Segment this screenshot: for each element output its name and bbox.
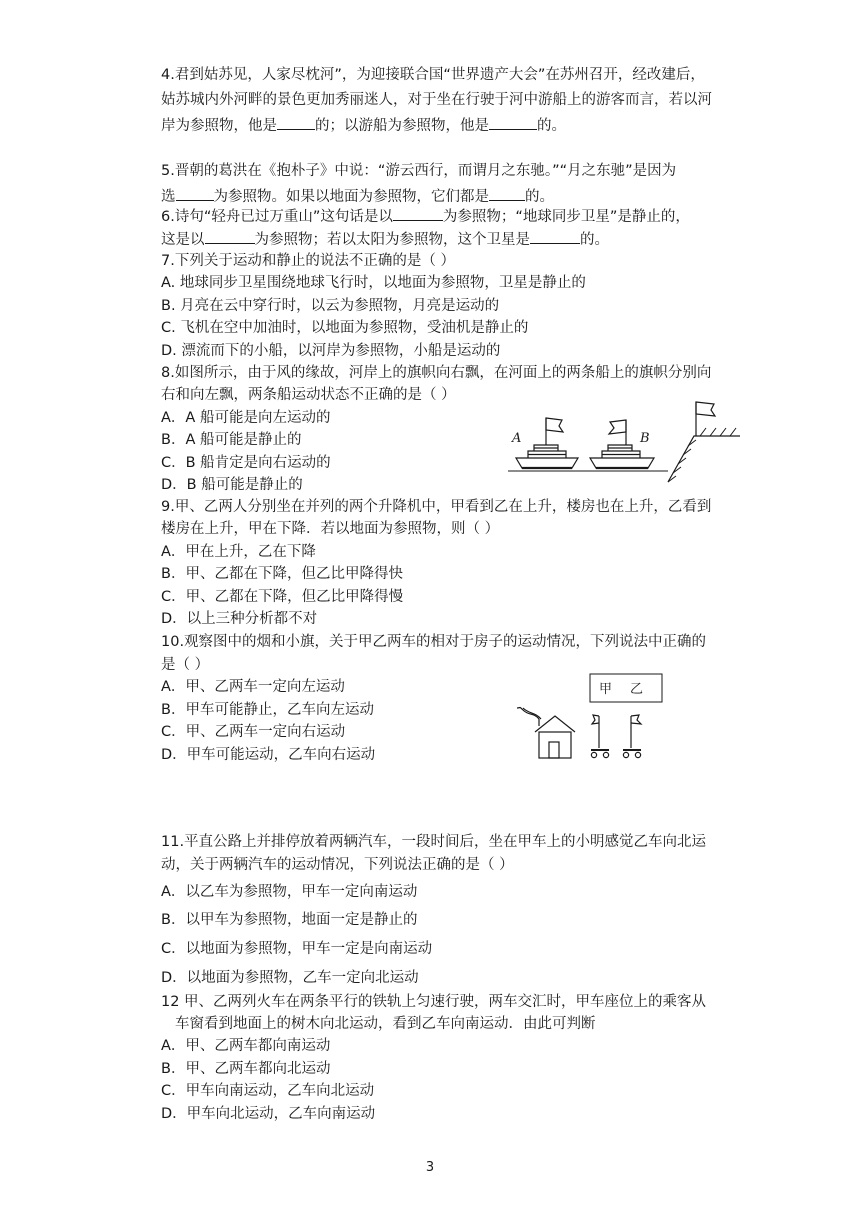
q8-option-c: C．B 船肯定是向右运动的 xyxy=(161,455,331,471)
q6-text-b: 为参照物；“地球同步卫星”是静止的， xyxy=(442,209,690,225)
q10-option-c: C．甲、乙两车一定向右运动 xyxy=(161,724,346,740)
smoke xyxy=(517,708,539,720)
house xyxy=(535,716,575,758)
house-cars-figure xyxy=(515,672,665,768)
answer-blank[interactable] xyxy=(530,229,580,244)
car-jia xyxy=(591,715,609,758)
q11-option-d: D．以地面为参照物，乙车一定向北运动 xyxy=(161,970,419,986)
answer-blank[interactable] xyxy=(489,186,525,201)
car-yi-flag xyxy=(631,715,641,724)
shore-line xyxy=(668,436,740,482)
q10-option-d: D．甲车可能运动，乙车向右运动 xyxy=(161,747,376,763)
q6-text-b2: 为参照物；若以太阳为参照物，这个卫星是 xyxy=(254,232,530,248)
q5-line-2 xyxy=(161,186,554,206)
q8-line-2: 右和向左飘，两条船运动状态不正确的是（ ） xyxy=(161,387,456,403)
q6-line-2 xyxy=(161,229,609,249)
boats-flags-figure xyxy=(508,396,744,484)
q9-option-c: C．甲、乙都在下降，但乙比甲降得慢 xyxy=(161,589,404,605)
q9-option-a: A．甲在上升，乙在下降 xyxy=(161,544,316,560)
q6-text-a2: 这是以 xyxy=(161,232,205,248)
page-number: 3 xyxy=(425,1160,435,1175)
q4-text-b: 的；以游船为参照物，他是 xyxy=(315,118,489,134)
q4-text-c: 的。 xyxy=(537,118,566,134)
q5-text-c: 的。 xyxy=(525,189,554,205)
q6-line-1 xyxy=(161,206,690,226)
q9-option-d: D．以上三种分析都不对 xyxy=(161,611,318,627)
q7-stem: 7.下列关于运动和静止的说法不正确的是（ ） xyxy=(161,253,455,269)
q11-line-2: 动，关于两辆汽车的运动情况，下列说法正确的是（ ） xyxy=(161,857,514,873)
q10-option-a: A．甲、乙两车一定向左运动 xyxy=(161,679,345,695)
q10-option-b: B．甲车可能静止，乙车向左运动 xyxy=(161,702,374,718)
q11-option-a: A．以乙车为参照物，甲车一定向南运动 xyxy=(161,884,418,900)
q10-line-2: 是（ ） xyxy=(161,657,210,673)
q11-line-1: 11.平直公路上并排停放着两辆汽车，一段时间后，坐在甲车上的小明感觉乙车向北运 xyxy=(161,834,707,850)
boat-a xyxy=(516,418,578,468)
q10-line-1: 10.观察图中的烟和小旗，关于甲乙两车的相对于房子的运动情况，下列说法中正确的 xyxy=(161,634,707,650)
q7-option-c: C. 飞机在空中加油时，以地面为参照物，受油机是静止的 xyxy=(161,320,529,336)
q6-text-a: 6.诗句“轻舟已过万重山”这句话是以 xyxy=(161,209,393,225)
q8-option-a: A．A 船可能是向左运动的 xyxy=(161,410,331,426)
boat-a-flag xyxy=(546,418,563,432)
answer-blank[interactable] xyxy=(205,229,255,244)
q7-option-a: A. 地球同步卫星围绕地球飞行时，以地面为参照物，卫星是静止的 xyxy=(161,275,586,291)
q5-text-b: 为参照物。如果以地面为参照物，它们都是 xyxy=(213,189,489,205)
q12-line-1: 12 甲、乙两列火车在两条平行的铁轨上匀速行驶，两车交汇时，甲车座位上的乘客从 xyxy=(161,994,707,1010)
q9-line-1: 9.甲、乙两人分别坐在并列的两个升降机中，甲看到乙在上升，楼房也在上升，乙看到 xyxy=(161,499,712,515)
q5-text-a: 选 xyxy=(161,189,176,205)
answer-blank[interactable] xyxy=(393,206,443,221)
answer-blank[interactable] xyxy=(489,115,537,130)
q11-option-b: B．以甲车为参照物，地面一定是静止的 xyxy=(161,912,418,928)
q6-text-c2: 的。 xyxy=(580,232,609,248)
q5-line-1: 5.晋朝的葛洪在《抱朴子》中说：“游云西行，而谓月之东驰。”“月之东驰”是因为 xyxy=(161,163,677,179)
boat-b-flag xyxy=(609,420,626,434)
q12-option-b: B．甲、乙两车都向北运动 xyxy=(161,1061,331,1077)
q8-option-d: D．B 船可能是静止的 xyxy=(161,477,303,493)
q12-line-2: 车窗看到地面上的树木向北运动，看到乙车向南运动．由此可判断 xyxy=(175,1016,596,1032)
answer-blank[interactable] xyxy=(176,186,214,201)
q11-option-c: C．以地面为参照物，甲车一定是向南运动 xyxy=(161,941,433,957)
q12-option-c: C．甲车向南运动，乙车向北运动 xyxy=(161,1083,375,1099)
q12-option-a: A．甲、乙两车都向南运动 xyxy=(161,1038,331,1054)
shore-flag xyxy=(696,402,715,416)
q12-option-d: D．甲车向北运动，乙车向南运动 xyxy=(161,1106,376,1122)
boat-a-label: A xyxy=(512,431,522,446)
q4-line-3 xyxy=(161,115,566,135)
car-yi xyxy=(623,715,641,758)
q7-option-d: D. 漂流而下的小船，以河岸为参照物，小船是运动的 xyxy=(161,343,501,359)
q4-line-2: 姑苏城内外河畔的景色更加秀丽迷人，对于坐在行驶于河中游船上的游客而言，若以河 xyxy=(161,92,712,108)
q9-option-b: B．甲、乙都在下降，但乙比甲降得快 xyxy=(161,566,403,582)
car-yi-label: 乙 xyxy=(630,682,644,697)
smoke xyxy=(523,708,541,719)
q4-text-a: 岸为参照物，他是 xyxy=(161,118,277,134)
car-jia-flag xyxy=(592,715,599,724)
q4-line-1: 4.君到姑苏见，人家尽枕河”，为迎接联合国“世界遗产大会”在苏州召开，经改建后， xyxy=(161,67,705,83)
boat-b-label: B xyxy=(640,431,650,446)
q9-line-2: 楼房在上升，甲在下降．若以地面为参照物，则（ ） xyxy=(161,521,500,537)
q7-option-b: B. 月亮在云中穿行时，以云为参照物，月亮是运动的 xyxy=(161,298,500,314)
q8-line-1: 8.如图所示，由于风的缘故，河岸上的旗帜向右飘，在河面上的两条船上的旗帜分别向 xyxy=(161,365,712,381)
car-jia-label: 甲 xyxy=(599,682,613,697)
q8-option-b: B．A 船可能是静止的 xyxy=(161,432,302,448)
answer-blank[interactable] xyxy=(277,115,315,130)
